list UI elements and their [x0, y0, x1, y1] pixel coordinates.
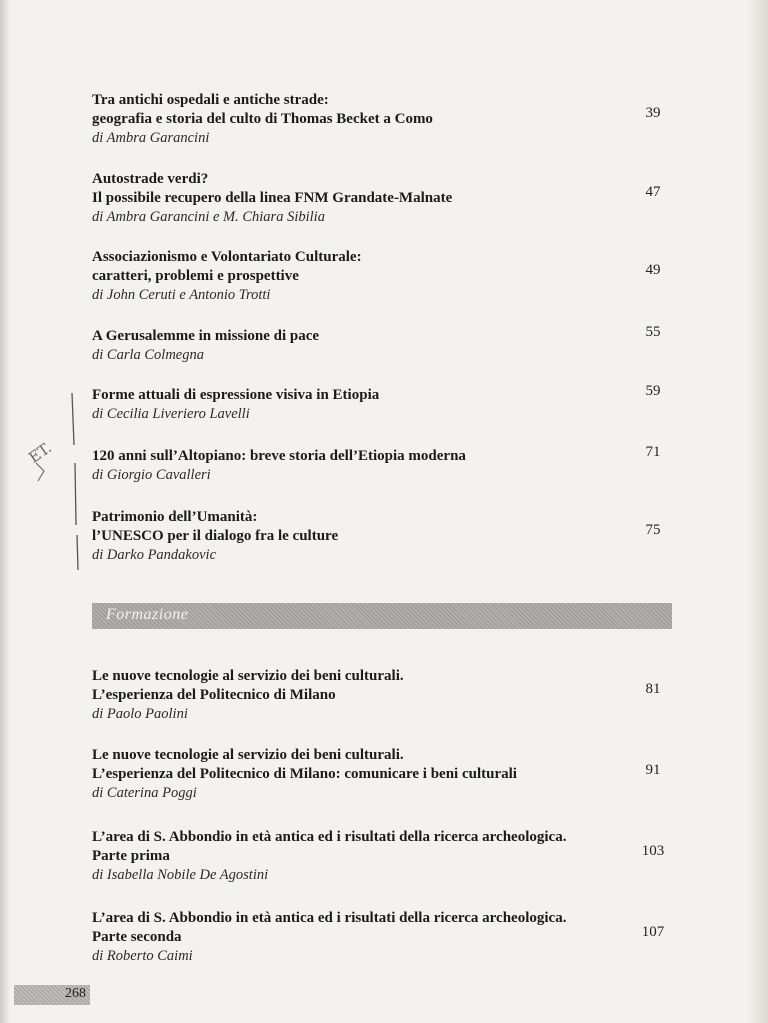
handwritten-margin-annotation [22, 385, 92, 575]
section-heading-band [92, 603, 672, 629]
entry-title-line: Le nuove tecnologie al servizio dei beni culturali. [92, 668, 404, 684]
entry-title-line: caratteri, problemi e prospettive [92, 268, 299, 284]
entry-author: di Isabella Nobile De Agostini [92, 867, 269, 883]
annotation-text: ET. [25, 438, 55, 467]
toc-entry [92, 447, 682, 485]
toc-entry [92, 828, 682, 885]
entry-page-number: 91 [645, 762, 661, 778]
entry-title-line: Forme attuali di espressione visiva in Etiopia [92, 387, 380, 403]
entry-title-line: Associazionismo e Volontariato Culturale: [92, 249, 362, 265]
entry-title-line: 120 anni sull’Altopiano: breve storia dell’Etiopia moderna [92, 448, 466, 464]
entry-title-line: Autostrade verdi? [92, 171, 209, 187]
entry-page-number: 55 [645, 324, 661, 340]
toc-entry [92, 248, 682, 305]
entry-author: di Darko Pandakovic [92, 547, 217, 563]
entry-page-number: 75 [645, 522, 661, 538]
entry-author: di Ambra Garancini [92, 130, 210, 146]
toc-entry [92, 91, 682, 148]
entry-page-number: 103 [641, 843, 665, 859]
entry-author: di Roberto Caimi [92, 948, 193, 964]
toc-entry [92, 508, 682, 565]
toc-entry [92, 746, 682, 803]
entry-page-number: 107 [641, 924, 665, 940]
entry-title-line: Parte seconda [92, 929, 182, 945]
entry-page-number: 49 [645, 262, 661, 278]
entry-page-number: 71 [645, 444, 661, 460]
section-heading: Formazione [106, 606, 189, 623]
entry-author: di John Ceruti e Antonio Trotti [92, 287, 271, 303]
toc-entry [92, 170, 682, 227]
entry-title-line: Tra antichi ospedali e antiche strade: [92, 92, 329, 108]
toc-entry [92, 386, 682, 424]
entry-title-line: geografia e storia del culto di Thomas Becket a Como [92, 111, 433, 127]
entry-page-number: 47 [645, 184, 661, 200]
entry-title-line: L’area di S. Abbondio in età antica ed i risultati della ricerca archeologica. [92, 829, 567, 845]
entry-title-line: L’esperienza del Politecnico di Milano: comunicare i beni culturali [92, 766, 517, 782]
entry-author: di Cecilia Liveriero Lavelli [92, 406, 250, 422]
entry-title-line: Patrimonio dell’Umanità: [92, 509, 258, 525]
toc-entry [92, 667, 682, 724]
page-number-box [14, 985, 90, 1005]
entry-author: di Caterina Poggi [92, 785, 197, 801]
toc-entry [92, 327, 682, 365]
entry-author: di Ambra Garancini e M. Chiara Sibilia [92, 209, 325, 225]
entry-title-line: Il possibile recupero della linea FNM Grandate-Malnate [92, 190, 453, 206]
entry-page-number: 81 [645, 681, 661, 697]
page-number: 268 [65, 986, 86, 1001]
toc-entry [92, 909, 682, 966]
entry-page-number: 39 [645, 105, 661, 121]
entry-title-line: L’esperienza del Politecnico di Milano [92, 687, 336, 703]
entry-title-line: Parte prima [92, 848, 170, 864]
entry-title-line: Le nuove tecnologie al servizio dei beni culturali. [92, 747, 404, 763]
entry-title-line: L’area di S. Abbondio in età antica ed i risultati della ricerca archeologica. [92, 910, 567, 926]
entry-author: di Paolo Paolini [92, 706, 188, 722]
entry-author: di Giorgio Cavalleri [92, 467, 211, 483]
page-edge-right [746, 0, 768, 1023]
entry-title-line: A Gerusalemme in missione di pace [92, 328, 320, 344]
entry-page-number: 59 [645, 383, 661, 399]
entry-title-line: l’UNESCO per il dialogo fra le culture [92, 528, 339, 544]
page-edge-left [0, 0, 10, 1023]
entry-author: di Carla Colmegna [92, 347, 204, 363]
